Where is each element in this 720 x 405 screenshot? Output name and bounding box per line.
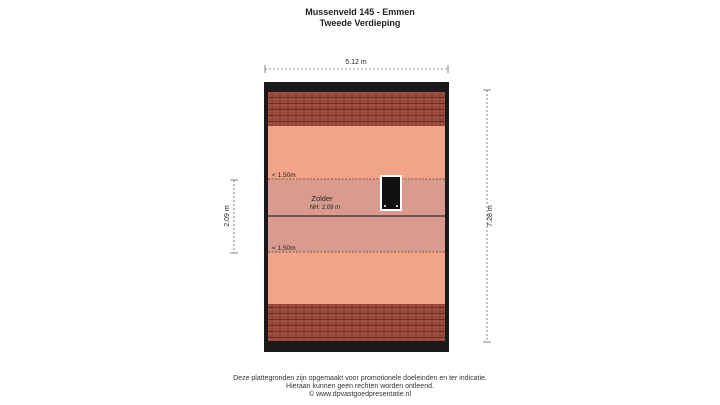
low-height-label-top: < 1.50m <box>272 172 296 179</box>
dimension-height-label: 7.28 m <box>487 205 494 227</box>
dimension-width-label: 5.12 m <box>345 59 367 66</box>
low-height-label-bottom: < 1.50m <box>272 245 296 252</box>
dimension-attic <box>230 180 238 253</box>
disclaimer-line-1: Deze plattegronden zijn opgemaakt voor promotionele doeleinden en ter indicatie. <box>233 375 487 382</box>
copyright-line: © www.dpvastgoedpresentatie.nl <box>308 391 412 398</box>
disclaimer-line-2: Hieraan kunnen geen rechten worden ontleend. <box>286 383 434 390</box>
skylight-icon <box>380 175 402 211</box>
floor-low-bottom <box>268 252 445 304</box>
room-height: NH: 2.09 m <box>309 205 341 211</box>
roof-tiles-top <box>268 92 445 126</box>
dimension-width <box>265 65 448 73</box>
floor-subtitle: Tweede Verdieping <box>319 18 401 28</box>
dimension-attic-label: 2.09 m <box>224 205 231 227</box>
property-title: Mussenveld 145 - Emmen <box>305 7 415 17</box>
roof-tiles-bottom <box>268 304 445 341</box>
room-name: Zolder <box>311 194 333 203</box>
